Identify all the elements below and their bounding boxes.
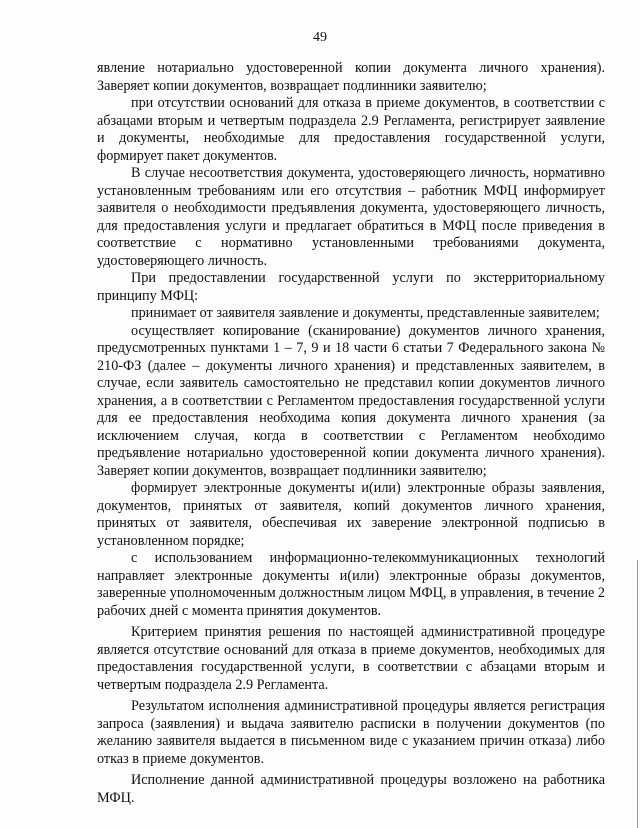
paragraph-registration: при отсутствии оснований для отказа в приеме документов, в соответствии с абзацами вторым и четвертым подраздела 2.9 Регламента, регистрирует заявление и документы, необходимые для предоставления государственной услуги, формирует пакет документов. [97,95,605,164]
scan-edge-line [637,560,638,828]
document-body [97,60,605,807]
paragraph-responsible-person: Исполнение данной административной процедуры возложено на работника МФЦ. [97,772,605,806]
paragraph-accepts-documents: принимает от заявителя заявление и документы, представленные заявителем; [131,305,600,321]
paragraph-procedure-result: Результатом исполнения административной процедуры является регистрация запроса (заявления) и выдача заявителю расписки в получении документов (по желанию заявителя выдается в письменном виде с указанием причин отказа) либо отказ в приеме документов. [97,698,605,767]
paragraph-sends-documents: с использованием информационно-телекоммуникационных технологий направляет электронные документы и(или) электронные образы документов, заверенные уполномоченным должностным лицом МФЦ, в управления, в течение 2 рабочих дней с момента принятия документов. [97,550,605,619]
paragraph-identity-mismatch: В случае несоответствия документа, удостоверяющего личность, нормативно установленным требованиям или его отсутствия – работник МФЦ информирует заявителя о необходимости предъявления документа, удостоверяющего личность, для предоставления услуги и предлагает обратиться в МФЦ после приведения в соответствие с нормативно установленными требованиями документа, удостоверяющего личность. [97,165,605,269]
paragraph-electronic-documents: формирует электронные документы и(или) электронные образы заявления, документов, принятых от заявителя, копий документов личного хранения, принятых от заявителя, обеспечивая их заверение электронной подписью в установленном порядке; [97,480,605,549]
paragraph-continuation: явление нотариально удостоверенной копии документа личного хранения). Заверяет копии документов, возвращает подлинники заявителю; [97,60,605,94]
page-number: 49 [313,30,327,45]
paragraph-copying-documents: осуществляет копирование (сканирование) документов личного хранения, предусмотренных пунктами 1 – 7, 9 и 18 части 6 статьи 7 Федерального закона № 210-ФЗ (далее – документы личного хранения) и представленных заявителем, в случае, если заявитель самостоятельно не представил копии документов личного хранения, а в соответствии с Регламентом предоставления государственной услуги для ее предоставления необходима копия документа личного хранения (за исключением случая, когда в соответствии с Регламентом необходимо предъявление нотариально удостоверенной копии документа личного хранения). Заверяет копии документов, возвращает подлинники заявителю; [97,322,605,479]
paragraph-extraterritorial-intro: При предоставлении государственной услуги по экстерриториальному принципу МФЦ: [97,270,605,304]
paragraph-decision-criterion: Критерием принятия решения по настоящей административной процедуре является отсутствие оснований для отказа в приеме документов, необходимых для предоставления государственной услуги, в соответствии с абзацами вторым и четвертым подраздела 2.9 Регламента. [97,624,605,693]
